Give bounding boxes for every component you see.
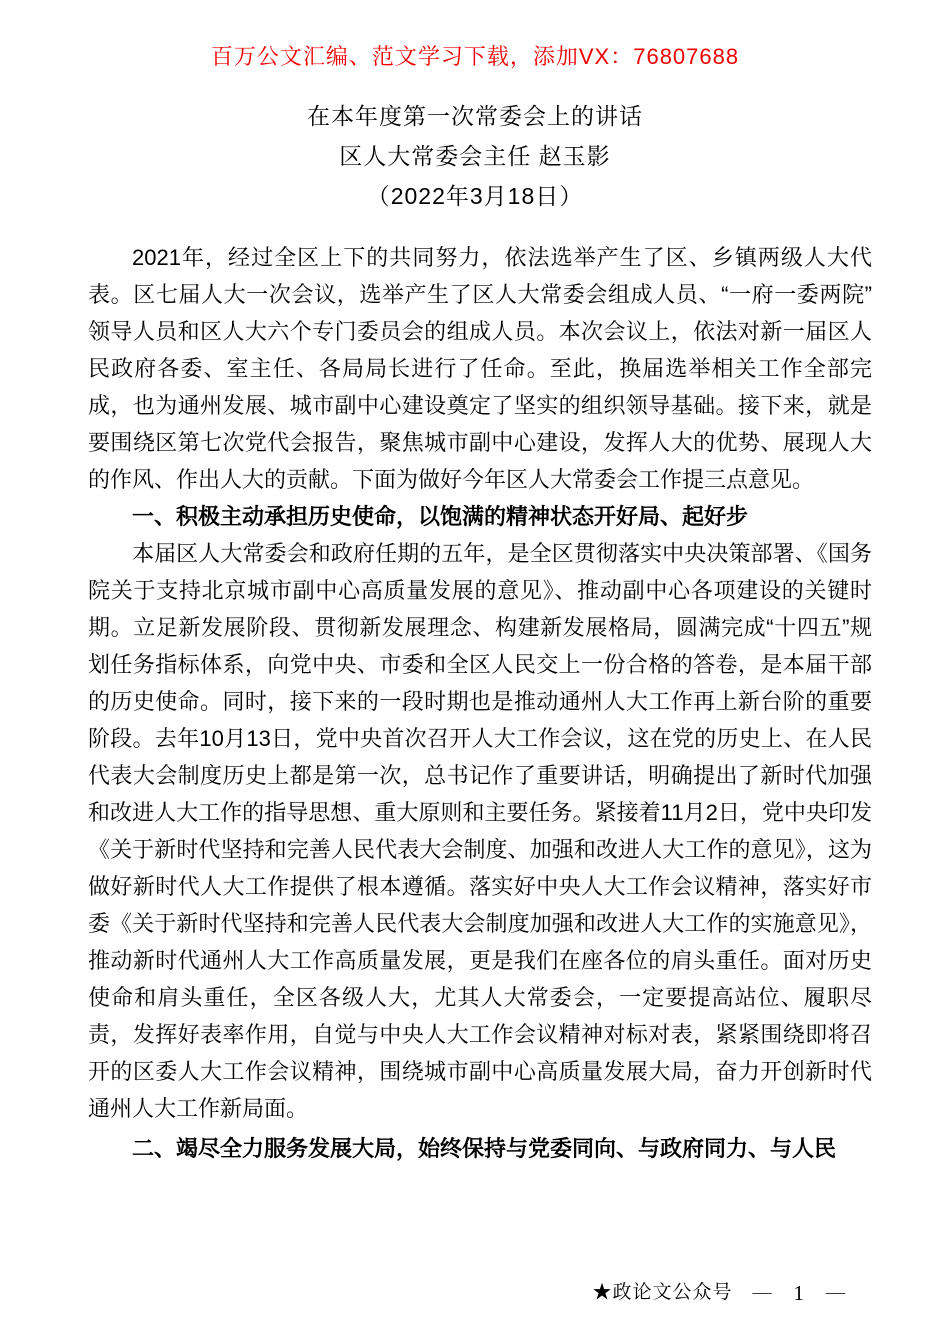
document-date: （2022年3月18日） [366,183,584,209]
document-author: 区人大常委会主任 赵玉影 [339,143,611,169]
footer-dash-left: — [752,1282,772,1303]
document-body [88,239,872,1167]
document-title: 在本年度第一次常委会上的讲话 [307,103,643,129]
title-block [0,96,950,216]
promo-notice-text: 百万公文汇编、范文学习下载，添加VX：76807688 [210,44,740,69]
paragraph-intro: 2021年，经过全区上下的共同努力，依法选举产生了区、乡镇两级人大代表。区七届人大一次会议，选举产生了区人大常委会组成人员、“一府一委两院”领导人员和区人大六个专门委员会的组成人员。本次会议上，依法对新一届区人民政府各委、室主任、各局局长进行了任命。至此，换届选举相关工作全部完成，也为通州发展、城市副中心建设奠定了坚实的组织领导基础。接下来，就是要围绕区第七次党代会报告，聚焦城市副中心建设，发挥人大的优势、展现人大的作风、作出人大的贡献。下面为做好今年区人大常委会工作提三点意见。 [88,245,872,492]
page-number: 1 [793,1281,804,1305]
footer-dash-right: — [826,1282,845,1303]
section-heading-2: 二、竭尽全力服务发展大局，始终保持与党委同向、与政府同力、与人民 [132,1136,837,1161]
paragraph-section-1: 本届区人大常委会和政府任期的五年，是全区贯彻落实中央决策部署、《国务院关于支持北京城市副中心高质量发展的意见》、推动副中心各项建设的关键时期。立足新发展阶段、贯彻新发展理念、构建新发展格局，圆满完成“十四五”规划任务指标体系，向党中央、市委和全区人民交上一份合格的答卷，是本届干部的历史使命。同时，接下来的一段时期也是推动通州人大工作再上新台阶的重要阶段。去年10月13日，党中央首次召开人大工作会议，这在党的历史上、在人民代表大会制度历史上都是第一次，总书记作了重要讲话，明确提出了新时代加强和改进人大工作的指导思想、重大原则和主要任务。紧接着11月2日，党中央印发《关于新时代坚持和完善人民代表大会制度、加强和改进人大工作的意见》，这为做好新时代人大工作提供了根本遵循。落实好中央人大工作会议精神，落实好市委《关于新时代坚持和完善人民代表大会制度加强和改进人大工作的实施意见》，推动新时代通州人大工作高质量发展，更是我们在座各位的肩头重任。面对历史使命和肩头重任，全区各级人大，尤其人大常委会，一定要提高站位、履职尽责，发挥好表率作用，自觉与中央人大工作会议精神对标对表，紧紧围绕即将召开的区委人大工作会议精神，围绕城市副中心高质量发展大局，奋力开创新时代通州人大工作新局面。 [88,541,872,1121]
section-heading-1: 一、积极主动承担历史使命，以饱满的精神状态开好局、起好步 [132,504,749,529]
page-footer [592,1281,845,1305]
footer-brand-label: ★政论文公众号 [592,1282,733,1303]
